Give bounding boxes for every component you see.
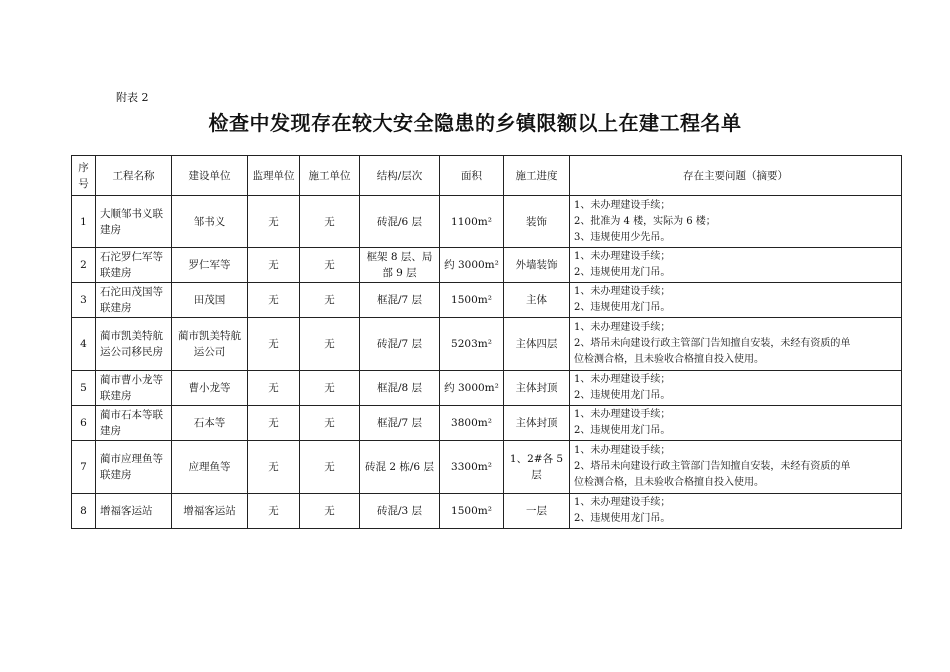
row-seq: 4 [72,318,96,371]
row-progress: 1、2#各 5 层 [504,441,570,494]
row-builder: 应理鱼等 [172,441,248,494]
row-project: 大顺邹书义联建房 [96,196,172,248]
issue-line: 3、违规使用少先吊。 [574,231,671,243]
table-body [72,196,902,529]
row-supervisor: 无 [248,441,300,494]
row-contractor: 无 [300,196,360,248]
row-supervisor: 无 [248,406,300,441]
document-title: 检查中发现存在较大安全隐患的乡镇限额以上在建工程名单 [208,111,742,135]
row-area: 5203m² [440,318,504,371]
table-row [72,318,902,371]
issue-line: 2、塔吊未向建设行政主管部门告知擅自安装，未经有资质的单 [574,461,851,472]
row-supervisor: 无 [248,494,300,529]
row-structure: 砖混 2 栋/6 层 [360,441,440,494]
row-supervisor: 无 [248,371,300,406]
row-builder: 罗仁军等 [172,248,248,283]
row-progress: 主体封顶 [504,371,570,406]
header-builder: 建设单位 [172,156,248,196]
row-issues [570,318,902,371]
header-structure: 结构/层次 [360,156,440,196]
issue-line: 1、未办理建设手续； [574,322,671,333]
header-project: 工程名称 [96,156,172,196]
row-project: 增福客运站 [96,494,172,529]
table-header-row [72,156,902,196]
row-progress: 主体 [504,283,570,318]
row-structure: 框架 8 层、局部 9 层 [360,248,440,283]
row-seq: 8 [72,494,96,529]
header-supervisor: 监理单位 [248,156,300,196]
issue-line: 2、塔吊未向建设行政主管部门告知擅自安装，未经有资质的单 [574,338,851,349]
table-row [72,283,902,318]
row-supervisor: 无 [248,283,300,318]
issue-line: 位检测合格，且未验收合格擅自投入使用。 [574,354,764,365]
table-row [72,371,902,406]
row-project: 石沱田茂国等联建房 [96,283,172,318]
issue-line: 位检测合格，且未验收合格擅自投入使用。 [574,477,764,488]
table-row [72,248,902,283]
row-progress: 主体四层 [504,318,570,371]
issue-line: 1、未办理建设手续； [574,374,671,385]
row-builder: 石本等 [172,406,248,441]
issue-line: 1、未办理建设手续； [574,497,671,508]
row-structure: 框混/8 层 [360,371,440,406]
issue-line: 2、违规使用龙门吊。 [574,390,671,401]
issue-line: 1、未办理建设手续； [574,251,671,262]
row-supervisor: 无 [248,318,300,371]
row-seq: 5 [72,371,96,406]
issue-line: 2、违规使用龙门吊。 [574,513,671,524]
row-issues [570,494,902,529]
row-contractor: 无 [300,371,360,406]
row-area: 1500m² [440,283,504,318]
row-issues [570,283,902,318]
row-structure: 砖混/3 层 [360,494,440,529]
row-progress: 主体封顶 [504,406,570,441]
row-area: 3300m² [440,441,504,494]
row-seq: 2 [72,248,96,283]
row-progress: 外墙装饰 [504,248,570,283]
row-issues [570,441,902,494]
issue-line: 1、未办理建设手续； [574,409,671,420]
row-contractor: 无 [300,318,360,371]
row-structure: 框混/7 层 [360,406,440,441]
row-contractor: 无 [300,248,360,283]
row-progress: 一层 [504,494,570,529]
row-contractor: 无 [300,406,360,441]
issue-line: 1、未办理建设手续； [574,286,671,297]
row-supervisor: 无 [248,248,300,283]
row-project: 蔺市曹小龙等联建房 [96,371,172,406]
header-seq: 序号 [72,156,96,196]
row-seq: 7 [72,441,96,494]
row-contractor: 无 [300,283,360,318]
row-builder: 邹书义 [172,196,248,248]
row-seq: 6 [72,406,96,441]
row-area: 约 3000m² [440,248,504,283]
row-contractor: 无 [300,441,360,494]
header-area: 面积 [440,156,504,196]
row-issues [570,371,902,406]
row-area: 1100m² [440,196,504,248]
row-project: 石沱罗仁军等联建房 [96,248,172,283]
projects-table [71,155,902,529]
issue-line: 2、违规使用龙门吊。 [574,425,671,436]
issue-line: 1、未办理建设手续； [574,199,671,211]
row-builder: 曹小龙等 [172,371,248,406]
header-contractor: 施工单位 [300,156,360,196]
row-contractor: 无 [300,494,360,529]
table-row [72,406,902,441]
row-structure: 砖混/6 层 [360,196,440,248]
row-supervisor: 无 [248,196,300,248]
row-issues [570,406,902,441]
annex-label: 附表 2 [116,91,149,104]
row-structure: 框混/7 层 [360,283,440,318]
issue-line: 2、批准为 4 楼，实际为 6 楼； [574,215,716,227]
issue-line: 2、违规使用龙门吊。 [574,267,671,278]
row-project: 蔺市石本等联建房 [96,406,172,441]
row-structure: 砖混/7 层 [360,318,440,371]
header-issues: 存在主要问题（摘要） [570,156,902,196]
row-seq: 3 [72,283,96,318]
header-progress: 施工进度 [504,156,570,196]
row-area: 1500m² [440,494,504,529]
table-row [72,441,902,494]
issue-line: 2、违规使用龙门吊。 [574,302,671,313]
row-progress: 装饰 [504,196,570,248]
row-area: 3800m² [440,406,504,441]
row-issues [570,248,902,283]
row-builder: 增福客运站 [172,494,248,529]
row-seq: 1 [72,196,96,248]
row-project: 蔺市应理鱼等联建房 [96,441,172,494]
row-builder: 蔺市凯美特航运公司 [172,318,248,371]
row-issues [570,196,902,248]
table-row [72,494,902,529]
row-project: 蔺市凯美特航运公司移民房 [96,318,172,371]
table-row [72,196,902,248]
row-builder: 田茂国 [172,283,248,318]
row-area: 约 3000m² [440,371,504,406]
issue-line: 1、未办理建设手续； [574,445,671,456]
